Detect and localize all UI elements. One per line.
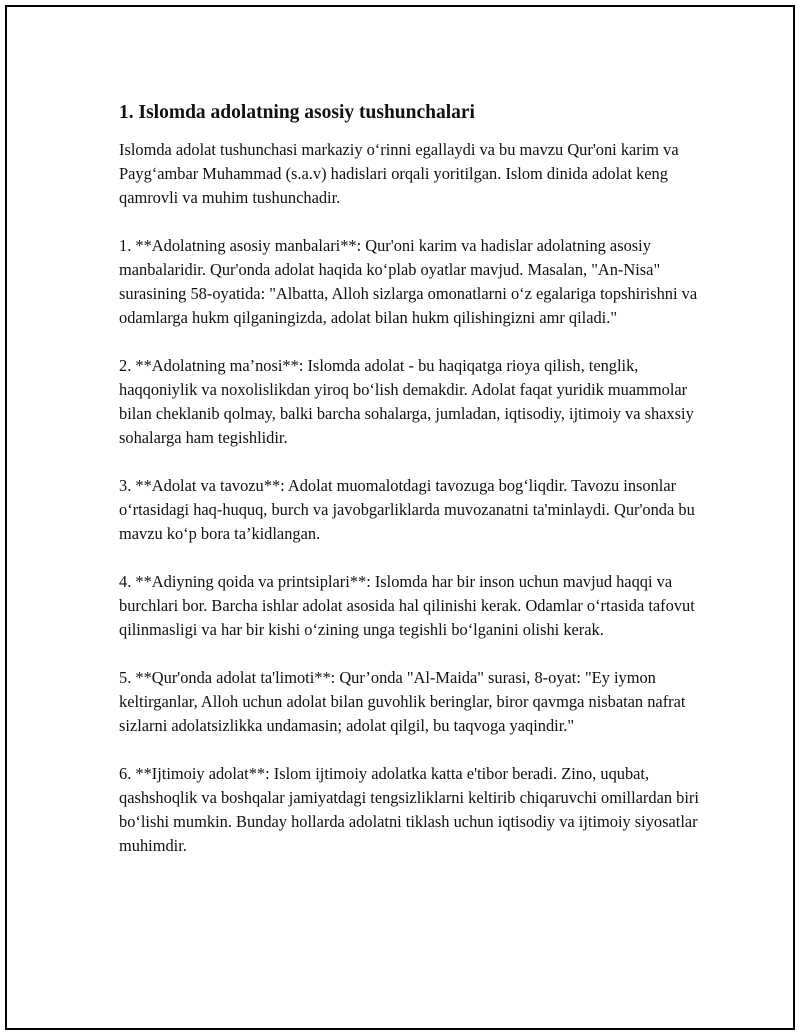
document-title: 1. Islomda adolatning asosiy tushunchalari [119, 102, 475, 123]
paragraph-sources: 1. **Adolatning asosiy manbalari**: Qur'oni karim va hadislar adolatning asosiy manbalaridir. Qur'onda adolat haqida koʻplab oyatlar mavjud. Masalan, "An-Nisa" surasining 58-oyatida: "Albatta, Alloh sizlarga omonatlarni oʻz egalariga topshirishni va odamlarga hukm qilganingizda, adolat bilan hukm qilishingizni amr qiladi." [119, 236, 698, 327]
paragraph-social-justice: 6. **Ijtimoiy adolat**: Islom ijtimoiy adolatka katta e'tibor beradi. Zino, uqubat, qashshoqlik va boshqalar jamiyatdagi tengsizliklarni keltirib chiqaruvchi omillardan biri boʻlishi mumkin. Bunday hollarda adolatni tiklash uchun iqtisodiy va ijtimoiy siyosatlar muhimdir. [119, 764, 699, 855]
paragraph-quran-teaching: 5. **Qur'onda adolat ta'limoti**: Qur’onda "Al-Maida" surasi, 8-oyat: "Ey iymon keltirganlar, Alloh uchun adolat bilan guvohlik beringlar, biror qavmga nisbatan nafrat sizlarni adolatsizlikka undamasin; adolat qilgil, bu taqvoga yaqindir." [119, 668, 686, 735]
paragraph-humility: 3. **Adolat va tavozu**: Adolat muomalotdagi tavozuga bogʻliqdir. Tavozu insonlar oʻrtasidagi haq-huquq, burch va javobgarliklarda muvozanatni ta'minlaydi. Qur'onda bu mavzu koʻp bora ta’kidlangan. [119, 476, 695, 543]
paragraph-principles: 4. **Adiyning qoida va printsiplari**: Islomda har bir inson uchun mavjud haqqi va burchlari bor. Barcha ishlar adolat asosida hal qilinishi kerak. Odamlar oʻrtasida tafovut qilinmasligi va har bir kishi oʻzining unga tegishli boʻlganini olishi kerak. [119, 572, 695, 639]
page-frame [5, 5, 795, 1030]
document-body [119, 99, 704, 882]
paragraph-meaning: 2. **Adolatning ma’nosi**: Islomda adolat - bu haqiqatga rioya qilish, tenglik, haqqoniylik va noxolislikdan yiroq boʻlish demakdir. Adolat faqat yuridik muammolar bilan cheklanib qolmay, balki barcha sohalarga, jumladan, iqtisodiy, ijtimoiy va shaxsiy sohalarga ham tegishlidir. [119, 356, 694, 447]
paragraph-intro: Islomda adolat tushunchasi markaziy oʻrinni egallaydi va bu mavzu Qur'oni karim va Paygʻambar Muhammad (s.a.v) hadislari orqali yoritilgan. Islom dinida adolat keng qamrovli va muhim tushunchadir. [119, 140, 679, 207]
